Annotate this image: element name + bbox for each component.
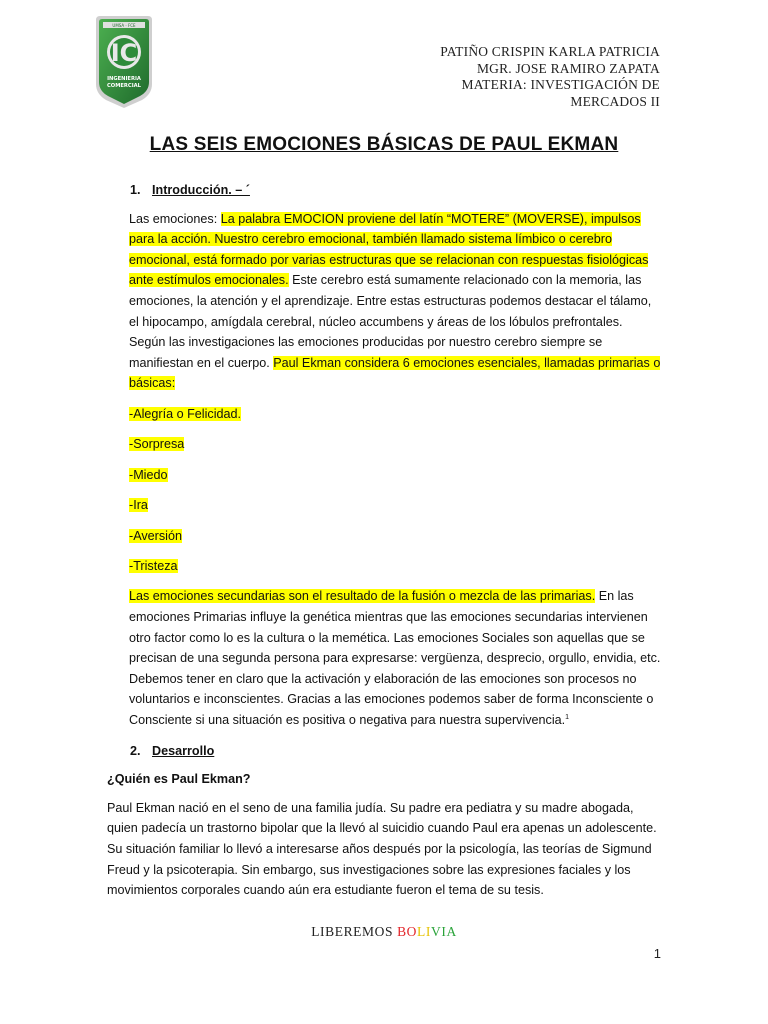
emotion-item — [129, 434, 661, 455]
emotion-label: -Ira — [129, 498, 148, 513]
secondary-highlight: Las emociones secundarias son el resultado de la fusión o mezcla de las primarias. — [129, 589, 596, 604]
emotion-item — [129, 526, 661, 547]
intro-rest: Este cerebro está sumamente relacionado con la memoria, las emociones, la atención y el aprendizaje. Entre estas estructuras podemos destacar el tálamo, el hipocampo, amígdala cerebral, núcleo accumbens y áreas de los lóbulos prefrontales. Según las investigaciones las emociones producidas por nuestro cerebro siempre se manifiestan en el cuerpo. — [129, 273, 652, 370]
section-1-label: Introducción. – ´ — [152, 183, 250, 197]
header-line-subject-cont: MERCADOS II — [570, 93, 660, 109]
secondary-emotions-paragraph — [129, 586, 661, 730]
author-header — [440, 44, 660, 110]
section-2-number: 2. — [130, 743, 141, 758]
logo-bottom-line2: COMERCIAL — [107, 83, 141, 89]
intro-highlight: La palabra EMOCION proviene del latín “MOTERE” (MOVERSE), impulsos para la acción. Nuestro cerebro emocional, también llamado sistema límbico o cerebro emocional, está formado por varias estructuras que se relacionan con respuestas fisiológicas ante estímulos emocionales. — [129, 211, 649, 288]
logo-bottom-line1: INGENIERIA — [107, 76, 141, 82]
emotion-label: -Tristeza — [129, 558, 178, 573]
section-1-heading — [130, 180, 661, 201]
emotion-item — [129, 556, 661, 577]
document-body — [107, 180, 661, 901]
ingenieria-comercial-logo — [94, 14, 154, 110]
document-title: LAS SEIS EMOCIONES BÁSICAS DE PAUL EKMAN — [149, 134, 619, 155]
secondary-rest: En las emociones Primarias influye la genética mientras que las emociones secundarias intervienen otro factor como lo es la cultura o la memética. Las emociones Sociales son aquellas que se precisan de una segunda persona para expresarse: vergüenza, desprecio, orgullo, envidia, etc. Debemos tener en claro que la activación y elaboración de las emociones son procesos no voluntarios e inconscientes. Gracias a las emociones podemos saber de forma Inconsciente o Consciente si una situación es positiva o negativa para nuestra supervivencia. — [129, 589, 661, 728]
header-line-author: PATIÑO CRISPIN KARLA PATRICIA — [440, 44, 660, 59]
footer-bo: BO — [397, 924, 418, 939]
footer-text: LIBEREMOS — [311, 924, 398, 939]
intro-highlight-2: Paul Ekman considera 6 emociones esenciales, llamadas primarias o básicas: — [129, 355, 661, 391]
emotion-label: -Alegría o Felicidad. — [129, 406, 241, 421]
logo-top-text: UMSA · FCE — [112, 23, 136, 28]
emotion-label: -Aversión — [129, 528, 182, 543]
ekman-bio-paragraph: Paul Ekman nació en el seno de una familia judía. Su padre era pediatra y su madre abogada, quien padecía un trastorno bipolar que la llevó al suicidio cuando Paul era apenas un adolescente. Su situación familiar lo llevó a interesarse años después por la psicología, las teorías de Sigmund Freud y la psicoterapia. Sin embargo, sus investigaciones sobre las expresiones faciales y los movimientos corporales cuando aún era estudiante fueron el tema de su tesis. — [107, 800, 657, 898]
section-2-heading — [130, 741, 661, 762]
header-line-teacher: MGR. JOSE RAMIRO ZAPATA — [476, 60, 660, 76]
footer-slogan — [0, 924, 768, 940]
page-number: 1 — [653, 946, 661, 961]
logo-letters: IC — [110, 39, 138, 67]
intro-lead: Las emociones: — [129, 211, 221, 226]
emotion-item — [129, 404, 661, 425]
section-2-label: Desarrollo — [152, 743, 215, 758]
footer-li: LI — [417, 924, 431, 939]
section-1-number: 1. — [130, 183, 141, 197]
question-heading: ¿Quién es Paul Ekman? — [107, 772, 251, 787]
emotion-label: -Sorpresa — [129, 437, 185, 452]
header-line-subject: MATERIA: INVESTIGACIÓN DE — [461, 77, 660, 92]
footnote-marker: 1 — [565, 713, 570, 721]
emotion-item — [129, 495, 661, 516]
footer-via: VIA — [431, 924, 457, 939]
intro-paragraph — [129, 209, 661, 394]
emotion-item — [129, 465, 661, 486]
emotions-list — [129, 404, 661, 577]
emotion-label: -Miedo — [129, 467, 168, 482]
